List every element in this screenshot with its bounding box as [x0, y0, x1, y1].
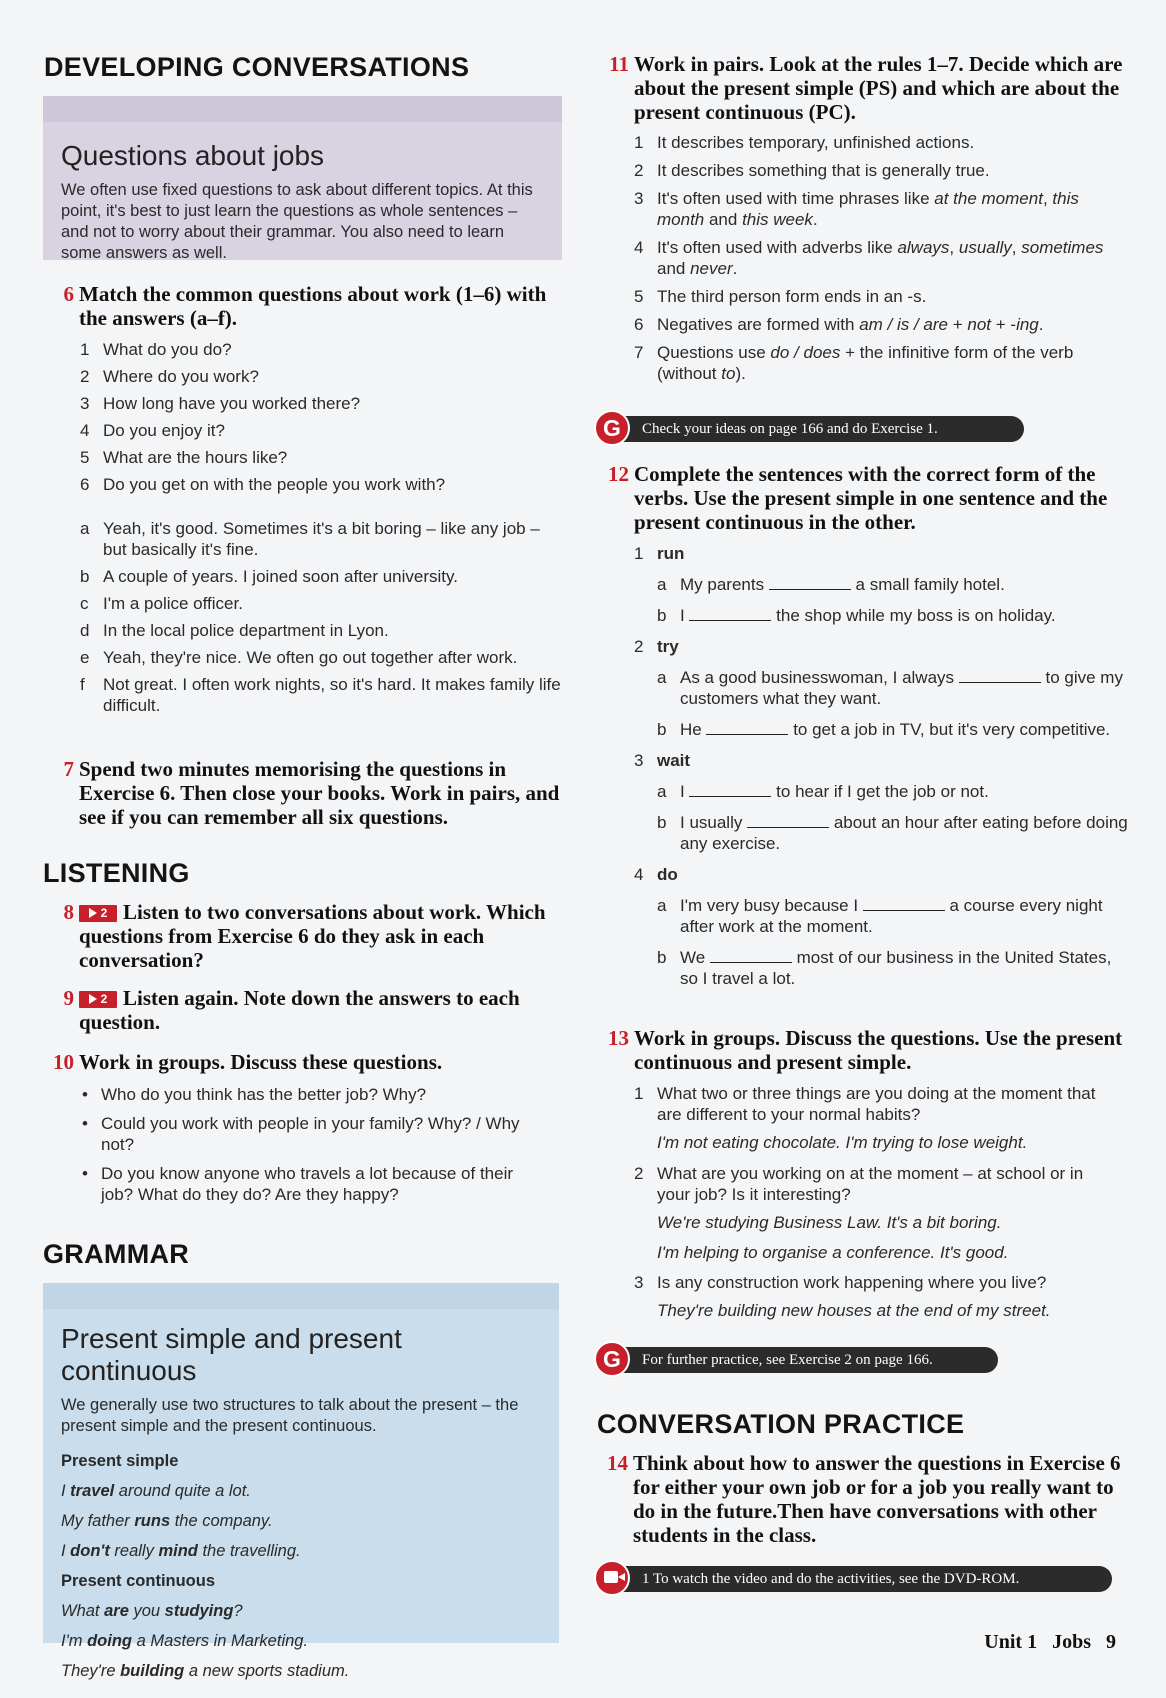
exercise-instruction: Work in groups. Discuss the questions. Use the present continuous and present simple.: [634, 1026, 1123, 1074]
example-sentence: I don't really mind the travelling.: [61, 1542, 301, 1560]
pill-label: For further practice, see Exercise 2 on page 166.: [642, 1352, 933, 1368]
exercise-6-answers: [80, 518, 562, 722]
exercise-13: [608, 1026, 1134, 1074]
list-item: 2 What are you working on at the moment – at school or in your job? Is it interesting?: [634, 1164, 1084, 1204]
list-item: a I'm very busy because I a course every night after work at the moment.: [657, 896, 1103, 936]
play-icon: [89, 994, 97, 1004]
further-practice-link[interactable]: [600, 1347, 998, 1373]
verb-group: 4 do: [634, 865, 678, 884]
exercise-number: 10: [53, 1050, 74, 1074]
present-simple-label: Present simple: [61, 1452, 179, 1470]
answer-blank[interactable]: [710, 947, 792, 963]
verb-group: 2 try: [634, 637, 679, 656]
answer-blank[interactable]: [959, 667, 1041, 683]
exercise-instruction: 2 Listen to two conversations about work. Which questions from Exercise 6 do they ask in each conversation?: [79, 900, 546, 972]
exercise-6: [63, 282, 559, 330]
list-item: 3 Is any construction work happening where you live?: [634, 1273, 1047, 1292]
example-sentence: My father runs the company.: [61, 1512, 273, 1530]
example-sentence: What are you studying?: [61, 1602, 243, 1620]
exercise-number: 11: [609, 52, 629, 76]
grammar-box: [43, 1283, 559, 1680]
sample-answer: We're studying Business Law. It's a bit boring.: [657, 1213, 1002, 1232]
exercise-number: 12: [608, 462, 629, 486]
exercise-14: [607, 1451, 1133, 1547]
list-item: 6 Do you get on with the people you work with?: [80, 475, 446, 494]
example-sentence: They're building a new sports stadium.: [61, 1662, 350, 1680]
section-heading-conversation-practice: CONVERSATION PRACTICE: [597, 1409, 965, 1439]
exercise-instruction: Work in pairs. Look at the rules 1–7. Decide which are about the present simple (PS) and which are about the present continuous (PC).: [634, 52, 1123, 124]
list-item: 5 What are the hours like?: [80, 448, 288, 467]
exercise-number: 8: [63, 900, 74, 924]
list-item: b A couple of years. I joined soon after university.: [80, 567, 458, 586]
exercise-12: [608, 462, 1134, 534]
answer-blank[interactable]: [689, 781, 771, 797]
grammar-g-icon: G: [594, 1341, 630, 1377]
list-item: 4 It's often used with adverbs like always, usually, sometimes and never.: [634, 238, 1104, 278]
list-item: d In the local police department in Lyon.: [80, 621, 389, 640]
exercise-instruction: Spend two minutes memorising the questions in Exercise 6. Then close your books. Work in pairs, and see if you can remember all six questions.: [79, 757, 560, 829]
example-sentence: I travel around quite a lot.: [61, 1482, 251, 1500]
section-heading-grammar: GRAMMAR: [43, 1239, 190, 1269]
answer-blank[interactable]: [747, 812, 829, 828]
list-item: 6 Negatives are formed with am / is / are + not + -ing.: [634, 315, 1044, 334]
list-item: a As a good businesswoman, I always to give my customers what they want.: [657, 668, 1123, 708]
list-item: 7 Questions use do / does + the infinitive form of the verb (without to).: [634, 343, 1074, 383]
sample-answer: I'm not eating chocolate. I'm trying to lose weight.: [657, 1133, 1028, 1152]
exercise-6-questions: [80, 339, 560, 501]
list-item: e Yeah, they're nice. We often go out together after work.: [80, 648, 518, 667]
unit-label: Unit 1: [984, 1631, 1038, 1653]
pill-label: Check your ideas on page 166 and do Exercise 1.: [642, 421, 938, 437]
sample-answer: They're building new houses at the end of my street.: [657, 1301, 1051, 1320]
exercise-number: 9: [63, 986, 74, 1010]
exercise-number: 6: [63, 282, 74, 306]
list-item: 2 Where do you work?: [80, 367, 259, 386]
exercise-number: 13: [608, 1026, 629, 1050]
exercise-instruction: Complete the sentences with the correct form of the verbs. Use the present simple in one sentence and the present continuous in the other.: [634, 462, 1108, 534]
grammar-reference-link[interactable]: [600, 416, 1024, 442]
exercise-12-items: [634, 543, 1128, 999]
answer-blank[interactable]: [706, 719, 788, 735]
list-item: b He to get a job in TV, but it's very competitive.: [657, 720, 1111, 739]
grammar-examples: [61, 1446, 541, 1686]
questions-about-jobs-box: [43, 96, 562, 260]
list-item: • Could you work with people in your family? Why? / Why not?: [82, 1114, 520, 1154]
list-item: a Yeah, it's good. Sometimes it's a bit boring – like any job – but basically it's fine.: [80, 519, 540, 559]
section-heading-listening: LISTENING: [43, 858, 190, 888]
box-title: Questions about jobs: [61, 140, 325, 171]
list-item: 1 It describes temporary, unfinished actions.: [634, 133, 975, 152]
exercise-instruction: 2 Listen again. Note down the answers to each question.: [79, 986, 520, 1034]
exercise-7: [63, 757, 569, 829]
list-item: 2 It describes something that is generally true.: [634, 161, 990, 180]
list-item: f Not great. I often work nights, so it's hard. It makes family life difficult.: [80, 675, 561, 715]
list-item: 3 How long have you worked there?: [80, 394, 361, 413]
pill-label: 1 To watch the video and do the activities, see the DVD-ROM.: [642, 1571, 1020, 1587]
audio-track-icon[interactable]: 2: [79, 991, 117, 1008]
video-dvd-link[interactable]: [600, 1566, 1112, 1592]
answer-blank[interactable]: [769, 574, 851, 590]
sample-answer: I'm helping to organise a conference. It's good.: [657, 1243, 1009, 1262]
exercise-10-bullets: [78, 1084, 548, 1213]
list-item: b We most of our business in the United States, so I travel a lot.: [657, 948, 1112, 988]
exercise-instruction: Think about how to answer the questions in Exercise 6 for either your own job or for a job you really want to do in the future.Then have conversations with other students in the class.: [633, 1451, 1121, 1547]
verb-group: 1 run: [634, 544, 685, 563]
list-item: 3 It's often used with time phrases like at the moment, this month and this week.: [634, 189, 1079, 229]
audio-track-icon[interactable]: 2: [79, 905, 117, 922]
exercise-8: [63, 900, 569, 972]
unit-title: Jobs: [1052, 1631, 1091, 1653]
list-item: a I to hear if I get the job or not.: [657, 782, 989, 801]
exercise-instruction: Work in groups. Discuss these questions.: [79, 1050, 443, 1074]
list-item: b I the shop while my boss is on holiday.: [657, 606, 1056, 625]
list-item: c I'm a police officer.: [80, 594, 243, 613]
list-item: 1 What two or three things are you doing at the moment that are different to your normal habits?: [634, 1084, 1096, 1124]
play-icon: [89, 908, 97, 918]
exercise-9: [63, 986, 569, 1034]
exercise-instruction: Match the common questions about work (1–6) with the answers (a–f).: [79, 282, 547, 330]
list-item: 1 What do you do?: [80, 340, 232, 359]
exercise-10: [53, 1050, 569, 1074]
list-item: • Who do you think has the better job? Why?: [82, 1085, 427, 1104]
verb-group: 3 wait: [634, 751, 691, 770]
box-text: We generally use two structures to talk about the present – the present simple and the present continuous.: [61, 1396, 519, 1435]
list-item: b I usually about an hour after eating before doing any exercise.: [657, 813, 1128, 853]
list-item: • Do you know anyone who travels a lot because of their job? What do they do? Are they happy?: [82, 1164, 514, 1204]
video-camera-icon: [594, 1560, 630, 1596]
exercise-13-questions: [634, 1083, 1104, 1321]
exercise-number: 14: [607, 1451, 628, 1475]
example-sentence: I'm doing a Masters in Marketing.: [61, 1632, 309, 1650]
box-title: Present simple and present continuous: [61, 1323, 402, 1386]
present-continuous-label: Present continuous: [61, 1572, 216, 1590]
page-number: 9: [1106, 1631, 1116, 1653]
box-text: We often use fixed questions to ask about different topics. At this point, it's best to just learn the questions as whole sentences – and not to worry about their grammar. You also need to learn some answers as well.: [61, 181, 533, 262]
answer-blank[interactable]: [689, 605, 771, 621]
section-heading-developing-conversations: DEVELOPING CONVERSATIONS: [44, 52, 470, 82]
grammar-g-icon: G: [594, 410, 630, 446]
exercise-11-rules: [634, 132, 1114, 391]
list-item: 5 The third person form ends in an -s.: [634, 287, 927, 306]
list-item: a My parents a small family hotel.: [657, 575, 1005, 594]
exercise-number: 7: [63, 757, 74, 781]
answer-blank[interactable]: [863, 895, 945, 911]
list-item: 4 Do you enjoy it?: [80, 421, 225, 440]
page-footer: [984, 1631, 1116, 1654]
exercise-11: [609, 52, 1124, 124]
